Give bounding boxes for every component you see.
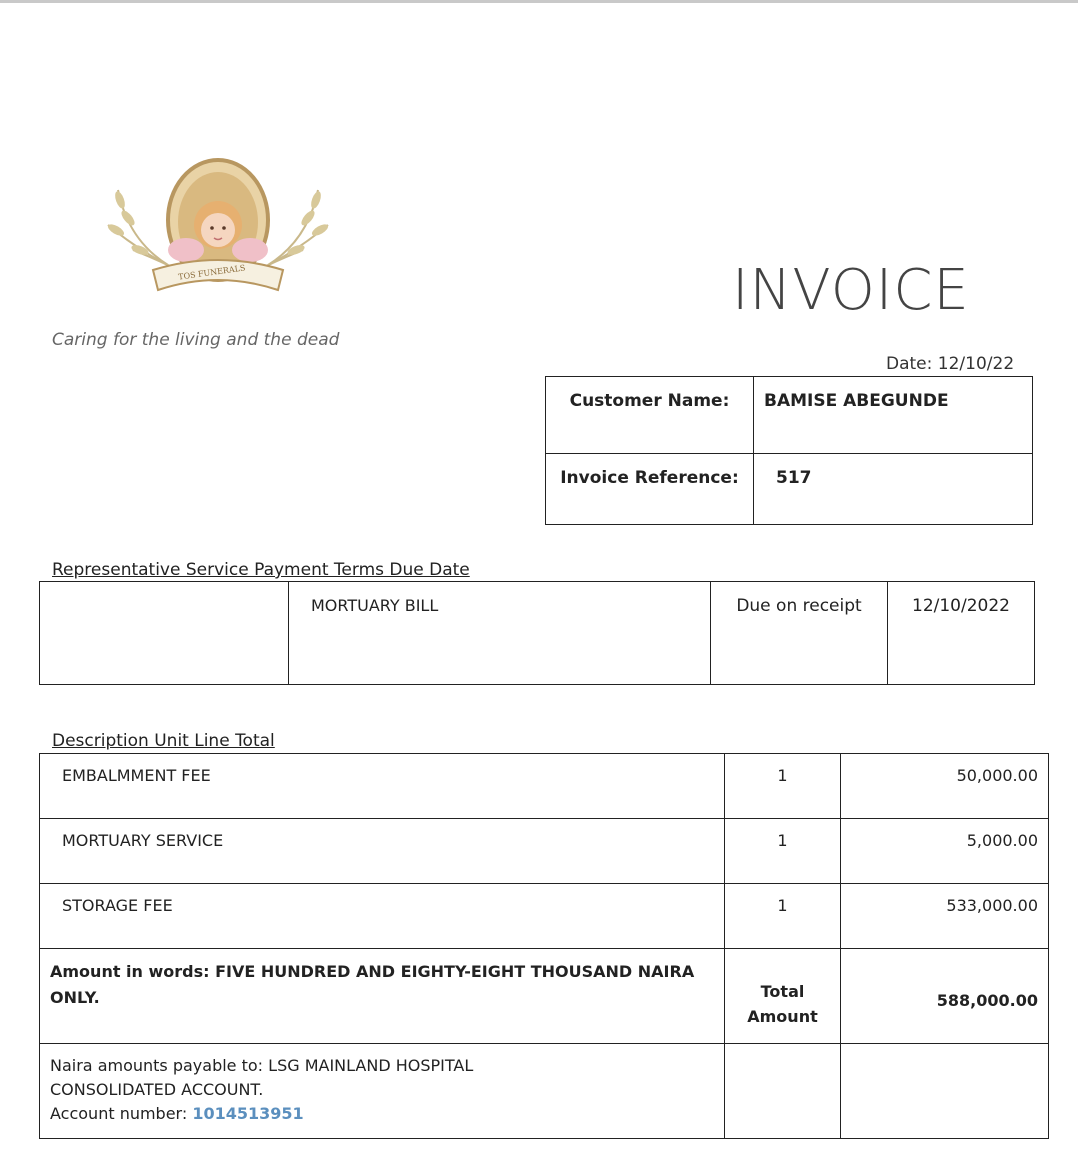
- top-border: [0, 0, 1078, 3]
- customer-label: Customer Name:: [546, 377, 754, 454]
- total-amount-label: [725, 949, 841, 1044]
- items-section-header: Description Unit Line Total: [52, 731, 275, 751]
- customer-table: [545, 376, 1033, 525]
- table-row: [40, 819, 1049, 884]
- empty-cell: [841, 1044, 1049, 1139]
- item-unit: 1: [725, 819, 841, 884]
- items-table: [39, 753, 1049, 1139]
- table-row: [40, 754, 1049, 819]
- payment-details: [40, 1044, 725, 1139]
- representative-cell: [40, 582, 289, 685]
- invoice-title: INVOICE: [732, 258, 970, 323]
- account-label: Account number:: [50, 1104, 193, 1123]
- account-line: [50, 1102, 714, 1126]
- logo-seal-text: TOS FUNERALS: [177, 263, 246, 282]
- empty-cell: [725, 1044, 841, 1139]
- service-table: [39, 581, 1035, 685]
- table-row: [40, 884, 1049, 949]
- date-value: 12/10/22: [937, 354, 1015, 374]
- account-number: 1014513951: [192, 1104, 304, 1123]
- customer-value: BAMISE ABEGUNDE: [754, 377, 1033, 454]
- reference-label: Invoice Reference:: [546, 454, 754, 525]
- payment-line1: Naira amounts payable to: LSG MAINLAND HOSPITAL: [50, 1056, 474, 1075]
- customer-row: [546, 377, 1033, 454]
- invoice-date: [886, 354, 1014, 374]
- item-unit: 1: [725, 884, 841, 949]
- payment-line2: CONSOLIDATED ACCOUNT.: [50, 1080, 264, 1099]
- item-line-total: 533,000.00: [841, 884, 1049, 949]
- due-date-cell: 12/10/2022: [888, 582, 1035, 685]
- item-line-total: 5,000.00: [841, 819, 1049, 884]
- payment-terms-cell: Due on receipt: [711, 582, 888, 685]
- reference-row: [546, 454, 1033, 525]
- service-section-header: Representative Service Payment Terms Due Date: [52, 560, 470, 580]
- reference-value: 517: [754, 454, 1033, 525]
- total-amount-value: 588,000.00: [841, 949, 1049, 1044]
- item-description: EMBALMMENT FEE: [40, 754, 725, 819]
- service-row: [40, 582, 1035, 685]
- payment-row: [40, 1044, 1049, 1139]
- date-label: Date:: [886, 354, 933, 374]
- item-line-total: 50,000.00: [841, 754, 1049, 819]
- service-cell: MORTUARY BILL: [289, 582, 711, 685]
- amount-in-words: Amount in words: FIVE HUNDRED AND EIGHTY-EIGHT THOUSAND NAIRA ONLY.: [40, 949, 725, 1044]
- company-logo: [98, 150, 338, 310]
- item-unit: 1: [725, 754, 841, 819]
- total-label-line2: Amount: [747, 1007, 818, 1026]
- item-description: STORAGE FEE: [40, 884, 725, 949]
- total-row: [40, 949, 1049, 1044]
- total-label-line1: Total: [760, 982, 805, 1001]
- company-tagline: Caring for the living and the dead: [52, 330, 340, 350]
- item-description: MORTUARY SERVICE: [40, 819, 725, 884]
